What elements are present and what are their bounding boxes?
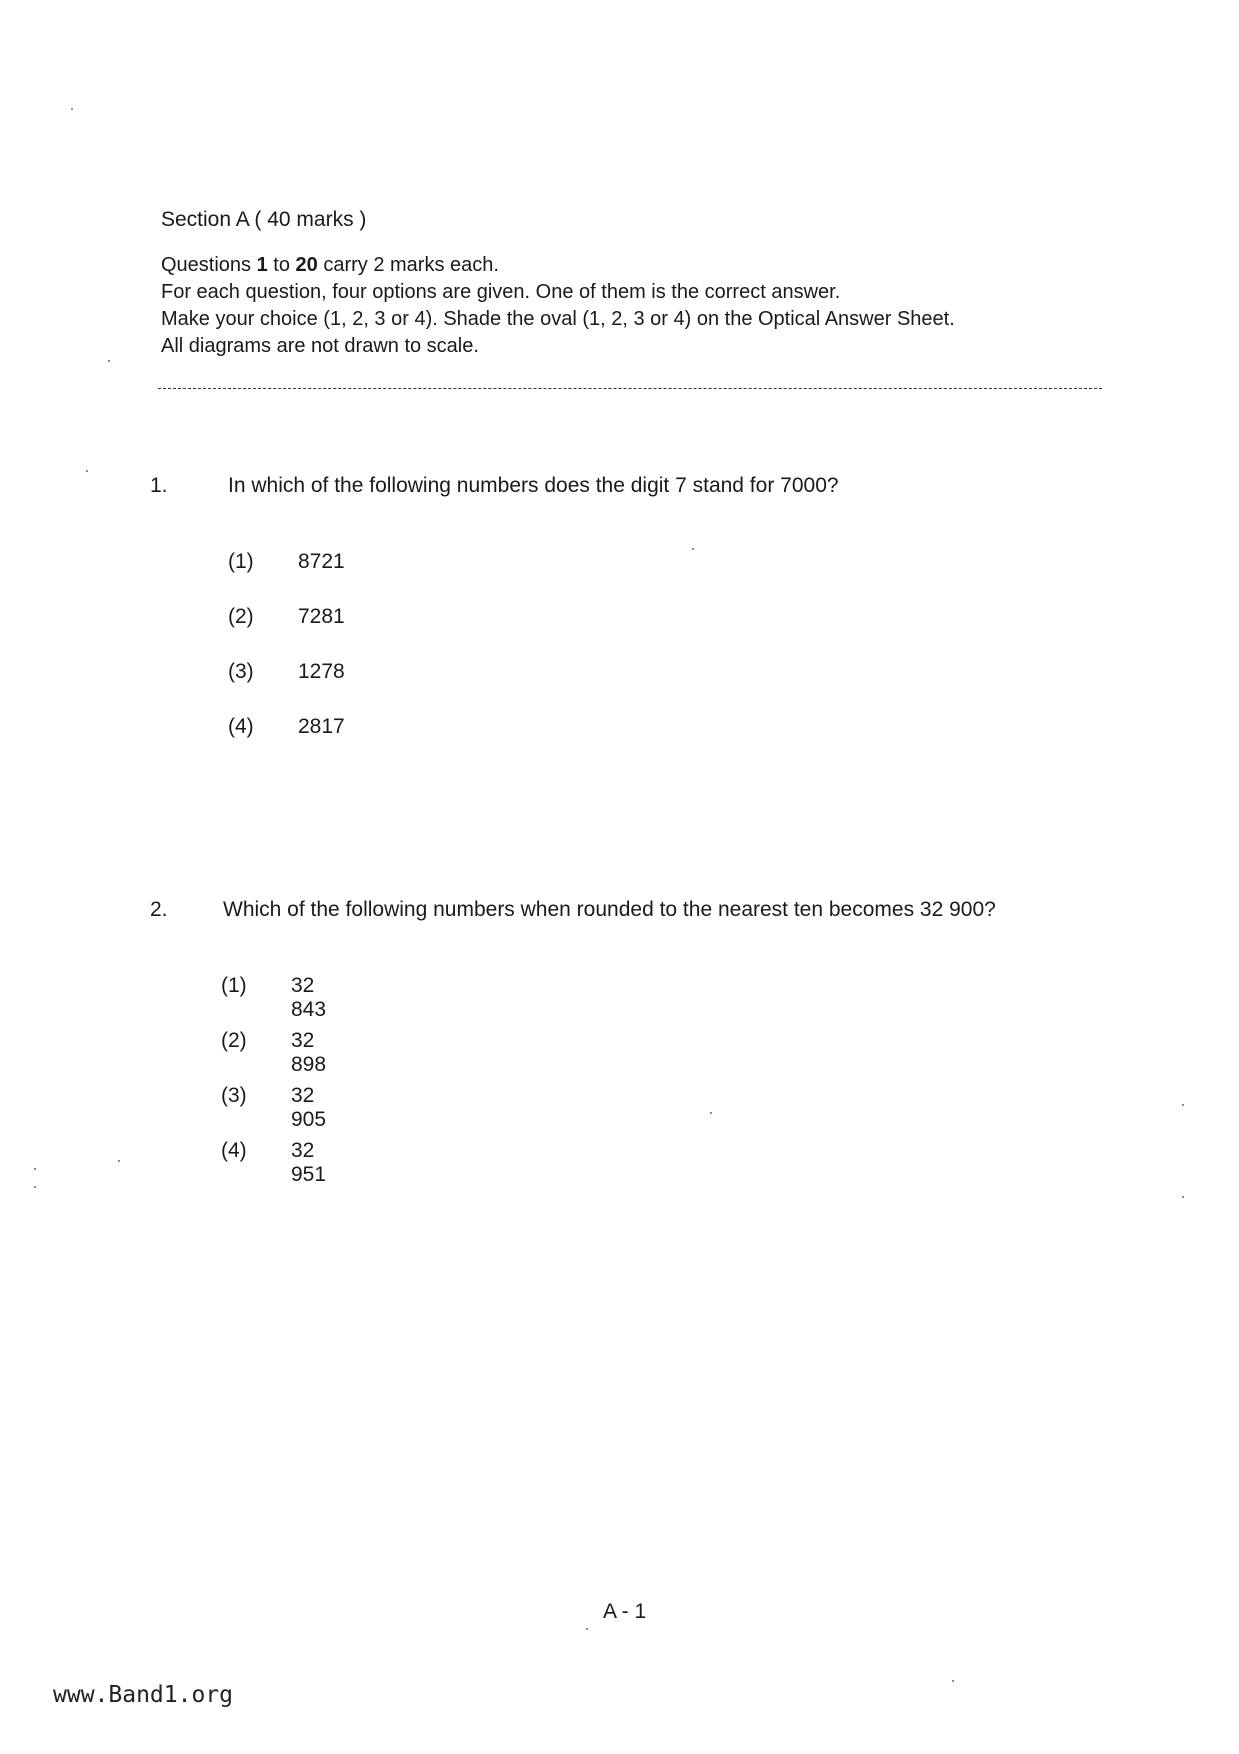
scan-speck [1182, 1104, 1184, 1106]
scan-speck [710, 1112, 712, 1114]
scan-speck [1182, 1196, 1184, 1198]
option-value: 32 951 [291, 1139, 327, 1186]
question-number: 1. [150, 474, 168, 497]
option-label: (1) [228, 550, 254, 573]
scan-speck [586, 1628, 588, 1630]
option-label: (2) [228, 605, 254, 628]
scan-speck [71, 108, 73, 110]
option-label: (4) [228, 715, 254, 738]
scan-speck [952, 1680, 954, 1682]
section-title: Section A ( 40 marks ) [161, 208, 367, 231]
option-value: 32 905 [291, 1084, 327, 1131]
instructions [161, 252, 955, 360]
watermark-url: www.Band1.org [53, 1682, 234, 1708]
scan-speck [108, 360, 110, 362]
scan-speck [86, 470, 88, 472]
option-value: 32 898 [291, 1029, 327, 1076]
question-number: 2. [150, 898, 168, 921]
page-number: A - 1 [603, 1600, 647, 1623]
scan-speck [34, 1168, 36, 1170]
option-value: 2817 [298, 715, 345, 738]
instructions-line-4: All diagrams are not drawn to scale. [161, 335, 479, 357]
option-label: (3) [228, 660, 254, 683]
scan-speck [118, 1160, 120, 1162]
option-value: 32 843 [291, 974, 327, 1021]
instructions-line-1: Questions 1 to 20 carry 2 marks each. [161, 254, 499, 276]
option-label: (4) [221, 1139, 247, 1162]
instructions-line-2: For each question, four options are given. One of them is the correct answer. [161, 281, 841, 303]
option-value: 1278 [298, 660, 345, 683]
option-label: (3) [221, 1084, 247, 1107]
option-value: 7281 [298, 605, 345, 628]
instructions-line-3: Make your choice (1, 2, 3 or 4). Shade the oval (1, 2, 3 or 4) on the Optical Answer Sheet. [161, 308, 955, 330]
scan-speck [692, 548, 694, 550]
option-label: (1) [221, 974, 247, 997]
question-text: In which of the following numbers does the digit 7 stand for 7000? [228, 474, 839, 497]
divider-rule [158, 388, 1102, 389]
scan-speck [34, 1186, 36, 1188]
option-value: 8721 [298, 550, 345, 573]
question-text: Which of the following numbers when rounded to the nearest ten becomes 32 900? [223, 898, 996, 921]
option-label: (2) [221, 1029, 247, 1052]
